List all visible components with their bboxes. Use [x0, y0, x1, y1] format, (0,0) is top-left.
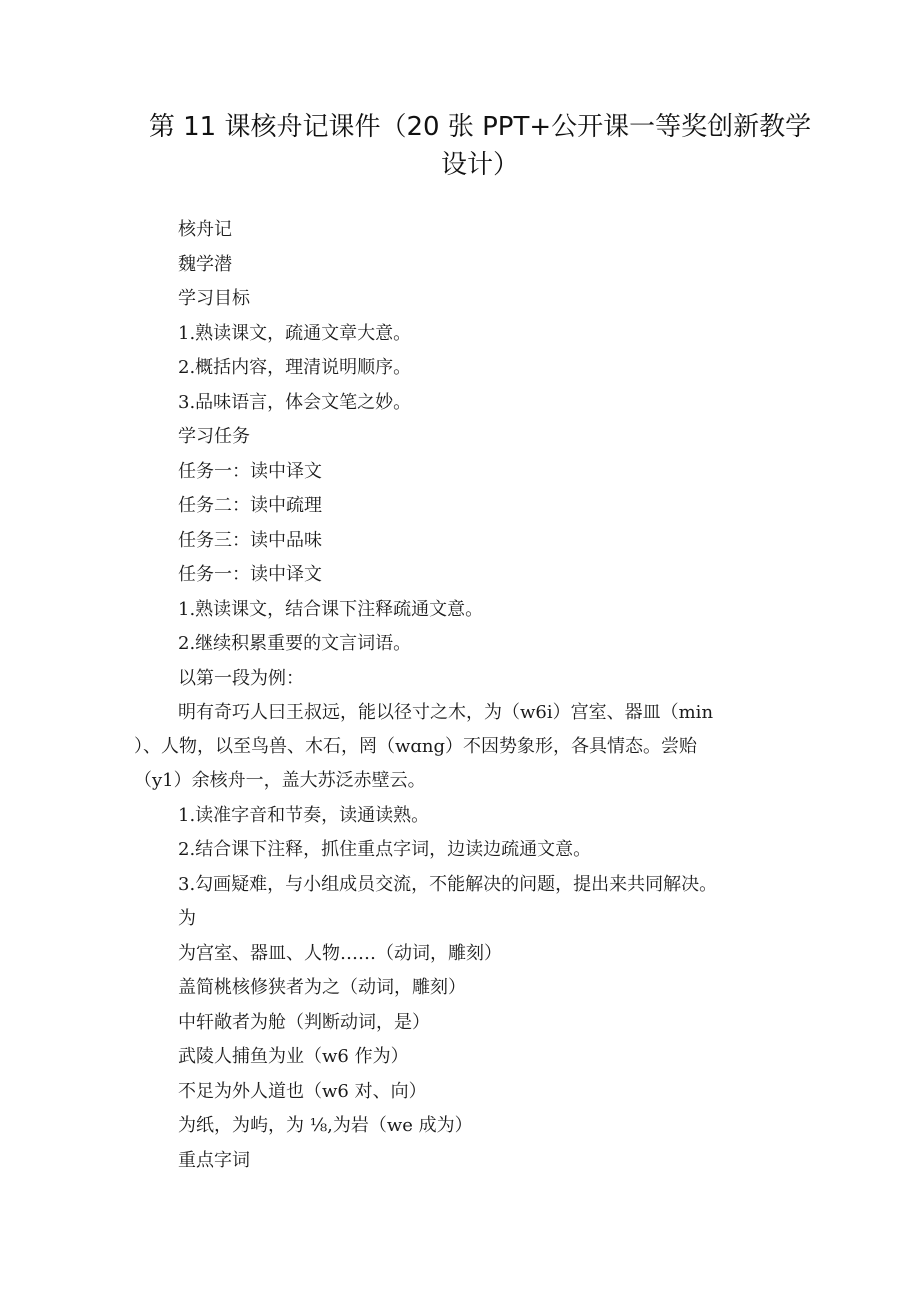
text-line: 3.勾画疑难，与小组成员交流，不能解决的问题，提出来共同解决。 — [178, 874, 718, 895]
passage-line-3: （y1）余核舟一，盖大苏泛赤壁云。 — [134, 770, 426, 791]
text-line: 魏学潜 — [178, 254, 232, 275]
text-line: 1.熟读课文，疏通文章大意。 — [178, 323, 412, 344]
text-line: 2.概括内容，理清说明顺序。 — [178, 357, 412, 378]
text-line: 核舟记 — [178, 219, 232, 240]
passage-line-1: 明有奇巧人曰王叔远，能以径寸之木，为（w6i）宫室、器皿（min — [178, 702, 714, 723]
passage-line-2: ）、人物，以至鸟兽、木石，罔（wɑng）不因势象形，各具情态。尝贻 — [134, 736, 698, 757]
text-line: 2.继续积累重要的文言词语。 — [178, 633, 412, 654]
text-line: 学习目标 — [178, 288, 250, 309]
text-line: 1.熟读课文，结合课下注释疏通文意。 — [178, 599, 484, 620]
text-line: 学习任务 — [178, 426, 250, 447]
text-line: 以第一段为例： — [178, 668, 304, 689]
text-line: 盖简桃核修狭者为之（动词，雕刻） — [178, 977, 466, 998]
title-line-2: 设计） — [440, 150, 519, 180]
text-line: 任务二：读中疏理 — [178, 495, 322, 516]
document-title — [140, 108, 820, 184]
text-line: 中轩敞者为舱（判断动词，是） — [178, 1012, 430, 1033]
text-line: 武陵人捕鱼为业（w6 作为） — [178, 1046, 409, 1067]
text-line: 为 — [178, 908, 196, 929]
text-line: 重点字词 — [178, 1150, 250, 1171]
text-line: 为宫室、器皿、人物……（动词，雕刻） — [178, 943, 502, 964]
text-line: 1.读准字音和节奏，读通读熟。 — [178, 805, 430, 826]
text-line: 任务三：读中品味 — [178, 530, 322, 551]
title-line-1: 第 11 课核舟记课件（20 张 PPT+公开课一等奖创新教学 — [148, 112, 812, 142]
text-line: 2.结合课下注释，抓住重点字词，边读边疏通文意。 — [178, 839, 592, 860]
text-line: 3.品味语言，体会文笔之妙。 — [178, 392, 412, 413]
text-line: 不足为外人道也（w6 对、向） — [178, 1081, 427, 1102]
text-line: 为纸，为屿，为 ⅛,为岩（we 成为） — [178, 1115, 473, 1136]
text-line: 任务一：读中译文 — [178, 564, 322, 585]
text-line: 任务一：读中译文 — [178, 461, 322, 482]
